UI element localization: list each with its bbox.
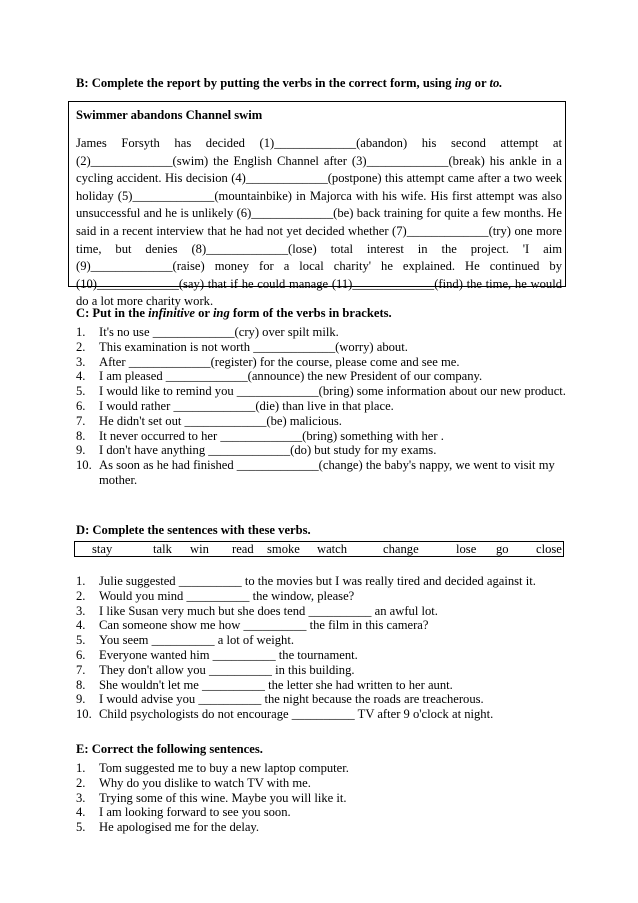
list-item bbox=[76, 663, 569, 678]
item-text: He didn't set out _____________(be) malicious. bbox=[99, 413, 342, 428]
verb-word: read bbox=[232, 542, 254, 556]
section-b-to: to. bbox=[489, 76, 503, 90]
section-c-label-1: C: Put in the bbox=[76, 306, 149, 320]
item-number: 5. bbox=[76, 633, 86, 648]
list-item bbox=[76, 589, 569, 604]
item-text: It's no use _____________(cry) over spilt milk. bbox=[99, 325, 339, 339]
list-item bbox=[76, 820, 569, 835]
section-c-infinitive: infinitive bbox=[148, 306, 195, 320]
verb-box bbox=[74, 541, 564, 557]
list-item bbox=[76, 399, 569, 414]
item-text: I would rather _____________(die) than live in that place. bbox=[99, 398, 394, 413]
verb-word: go bbox=[496, 542, 509, 556]
item-number: 1. bbox=[76, 761, 86, 775]
verb-word: close bbox=[536, 542, 562, 556]
item-text: I don't have anything _____________(do) but study for my exams. bbox=[99, 443, 437, 458]
item-number: 3. bbox=[76, 790, 86, 805]
list-item bbox=[76, 648, 569, 663]
list-item bbox=[76, 369, 569, 384]
list-item bbox=[76, 633, 569, 648]
section-d-list bbox=[76, 574, 569, 722]
item-number: 3. bbox=[76, 354, 86, 369]
item-number: 4. bbox=[76, 369, 86, 384]
item-text: Why do you dislike to watch TV with me. bbox=[99, 775, 311, 790]
item-number: 4. bbox=[76, 805, 86, 820]
list-item bbox=[76, 458, 569, 488]
section-e-heading: E: Correct the following sentences. bbox=[76, 742, 263, 756]
section-c-label-2: or bbox=[194, 306, 213, 320]
item-text: Julie suggested __________ to the movies but I was really tired and decided against it. bbox=[99, 574, 536, 588]
list-item bbox=[76, 429, 569, 444]
list-item bbox=[76, 805, 569, 820]
item-text: I would like to remind you _____________(bring) some information about our new product. bbox=[99, 384, 566, 399]
item-text: She wouldn't let me __________ the letter she had written to her aunt. bbox=[99, 677, 453, 692]
list-item bbox=[76, 414, 569, 429]
item-number: 1. bbox=[76, 325, 86, 339]
item-text: Would you mind __________ the window, please? bbox=[99, 588, 355, 603]
item-text: Trying some of this wine. Maybe you will like it. bbox=[99, 790, 347, 805]
section-c-ing: ing bbox=[212, 306, 230, 320]
section-b-heading bbox=[76, 76, 502, 91]
item-text: As soon as he had finished _____________(change) the baby's nappy, we went to visit my mother. bbox=[99, 458, 555, 487]
item-number: 5. bbox=[76, 820, 86, 835]
verb-word: lose bbox=[456, 542, 477, 556]
item-number: 6. bbox=[76, 398, 86, 413]
item-number: 5. bbox=[76, 384, 86, 399]
section-c-list bbox=[76, 325, 569, 488]
list-item bbox=[76, 791, 569, 806]
section-e-list bbox=[76, 761, 569, 835]
item-number: 9. bbox=[76, 692, 86, 707]
item-text: It never occurred to her _____________(bring) something with her . bbox=[99, 428, 444, 443]
list-item bbox=[76, 574, 569, 589]
list-item bbox=[76, 604, 569, 619]
verb-word: stay bbox=[92, 542, 113, 556]
item-number: 10. bbox=[76, 707, 92, 722]
item-number: 4. bbox=[76, 618, 86, 633]
item-text: I like Susan very much but she does tend __________ an awful lot. bbox=[99, 603, 438, 618]
item-text: Child psychologists do not encourage __________ TV after 9 o'clock at night. bbox=[99, 707, 494, 722]
item-text: I am looking forward to see you soon. bbox=[99, 805, 291, 820]
item-number: 10. bbox=[76, 458, 92, 473]
item-text: They don't allow you __________ in this building. bbox=[99, 662, 355, 677]
item-text: You seem __________ a lot of weight. bbox=[99, 633, 294, 648]
list-item bbox=[76, 692, 569, 707]
verb-word: smoke bbox=[267, 542, 300, 556]
item-number: 1. bbox=[76, 574, 86, 588]
verb-word: watch bbox=[317, 542, 348, 556]
section-c-label-3: form of the verbs in brackets. bbox=[229, 306, 392, 320]
list-item bbox=[76, 340, 569, 355]
list-item bbox=[76, 707, 569, 722]
item-text: Everyone wanted him __________ the tournament. bbox=[99, 647, 358, 662]
item-text: Tom suggested me to buy a new laptop computer. bbox=[99, 761, 349, 775]
list-item bbox=[76, 618, 569, 633]
verb-word: win bbox=[190, 542, 209, 556]
item-text: I am pleased _____________(announce) the new President of our company. bbox=[99, 369, 483, 384]
list-item bbox=[76, 443, 569, 458]
section-b-ing: ing bbox=[454, 76, 472, 90]
item-number: 2. bbox=[76, 775, 86, 790]
list-item bbox=[76, 355, 569, 370]
item-text: He apologised me for the delay. bbox=[99, 820, 260, 835]
section-c-heading bbox=[76, 306, 392, 321]
item-text: I would advise you __________ the night because the roads are treacherous. bbox=[99, 692, 484, 707]
item-text: Can someone show me how __________ the film in this camera? bbox=[99, 618, 429, 633]
item-number: 7. bbox=[76, 662, 86, 677]
verb-word: talk bbox=[153, 542, 172, 556]
item-number: 8. bbox=[76, 428, 86, 443]
item-number: 8. bbox=[76, 677, 86, 692]
list-item bbox=[76, 325, 569, 340]
item-number: 3. bbox=[76, 603, 86, 618]
item-number: 6. bbox=[76, 647, 86, 662]
item-text: After _____________(register) for the course, please come and see me. bbox=[99, 354, 460, 369]
item-number: 7. bbox=[76, 413, 86, 428]
verb-word: change bbox=[383, 542, 419, 556]
list-item bbox=[76, 761, 569, 776]
item-number: 2. bbox=[76, 588, 86, 603]
section-b-label: B: Complete the report by putting the verbs in the correct form, using bbox=[76, 76, 455, 90]
section-d-heading: D: Complete the sentences with these verbs. bbox=[76, 523, 311, 537]
report-text: James Forsyth has decided (1)_____________(abandon) his second attempt at (2)_____________(swim) the English Channel after (3)_____________(break) his ankle in a cycling accident. His decision (4)_____________(postpone) this attempt came after a two week holiday (5)_____________(mountainbike) in Majorca with his wife. His first attempt was also unsuccessful and he is unlikely (6)_____________(be) back training for quite a few months. He said in a recent interview that he had not yet decided whether (7)_____________(try) one more time, but denies (8)_____________(lose) total interest in the project. 'I aim (9)_____________(raise) money for a local charity' he explained. He continued by (10)_____________(say) that if he could manage (11)_____________(find) the time, he would do a lot more charity work. bbox=[76, 136, 562, 309]
list-item bbox=[76, 678, 569, 693]
section-b-or: or bbox=[471, 76, 490, 90]
item-text: This examination is not worth _____________(worry) about. bbox=[99, 339, 408, 354]
report-title: Swimmer abandons Channel swim bbox=[76, 108, 263, 122]
list-item bbox=[76, 384, 569, 399]
item-number: 2. bbox=[76, 339, 86, 354]
list-item bbox=[76, 776, 569, 791]
item-number: 9. bbox=[76, 443, 86, 458]
